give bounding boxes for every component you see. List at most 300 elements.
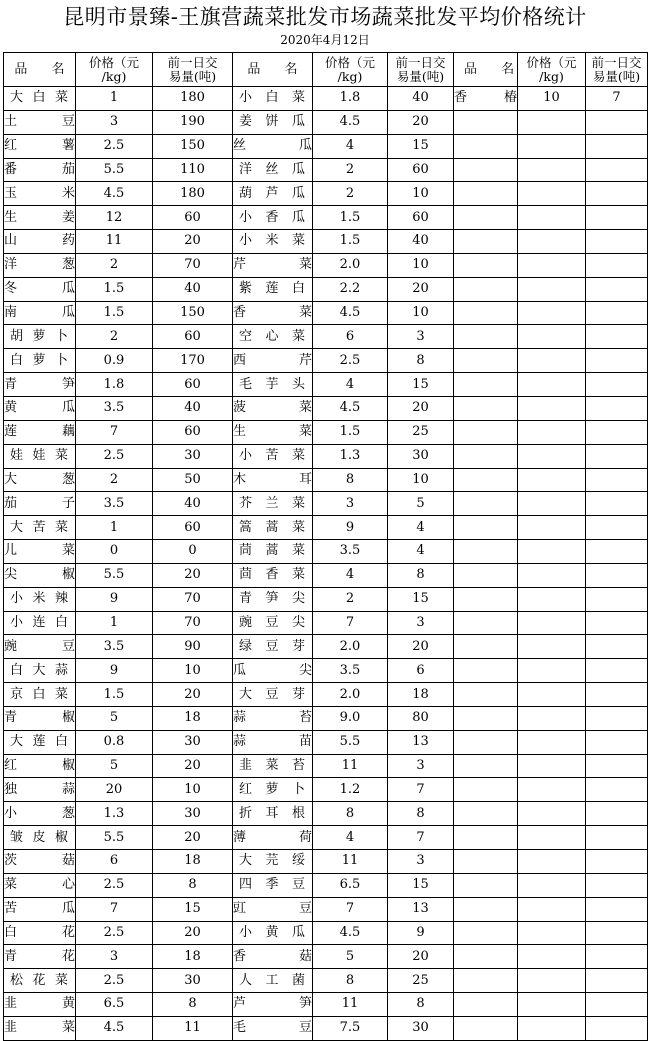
cell-price: 5.5 [76,563,153,587]
cell-volume: 15 [153,897,233,921]
table-row [4,778,648,802]
cell-price: 1 [76,87,153,111]
cell-volume [586,563,648,587]
cell-volume: 60 [153,373,233,397]
table-row [4,993,648,1017]
cell-price: 3.5 [313,659,388,683]
cell-name: 小连白 [4,611,76,635]
cell-price: 2.0 [313,683,388,707]
cell-price: 9 [76,587,153,611]
cell-price: 11 [313,754,388,778]
cell-name [454,802,518,826]
cell-volume: 10 [388,468,454,492]
cell-name [454,635,518,659]
cell-volume: 110 [153,158,233,182]
cell-volume: 60 [153,420,233,444]
cell-price [518,516,586,540]
cell-price: 0.8 [76,730,153,754]
cell-volume: 11 [153,1016,233,1040]
cell-volume [586,730,648,754]
cell-price: 7 [76,897,153,921]
cell-name: 白萝卜 [4,349,76,373]
cell-volume: 40 [153,396,233,420]
cell-name: 西芹 [233,349,313,373]
cell-volume: 20 [153,754,233,778]
cell-volume: 30 [153,730,233,754]
header-volume: 前一日交 易量(吨) [586,53,648,87]
cell-price [518,420,586,444]
cell-volume: 3 [388,611,454,635]
cell-name: 白花 [4,921,76,945]
cell-price: 1.3 [313,444,388,468]
cell-name: 绿豆芽 [233,635,313,659]
cell-name [454,540,518,564]
cell-name: 折耳根 [233,802,313,826]
cell-volume: 3 [388,850,454,874]
price-table [3,52,648,1041]
cell-price: 12 [76,206,153,230]
cell-name: 山药 [4,230,76,254]
cell-price [518,349,586,373]
cell-volume: 40 [388,230,454,254]
cell-name [454,325,518,349]
cell-volume: 20 [153,683,233,707]
table-row [4,540,648,564]
cell-price: 4.5 [313,396,388,420]
cell-name [454,444,518,468]
cell-price [518,754,586,778]
table-row [4,396,648,420]
cell-price [518,301,586,325]
cell-name: 娃娃菜 [4,444,76,468]
cell-volume [586,993,648,1017]
cell-volume: 6 [388,659,454,683]
cell-price [518,540,586,564]
cell-price: 0 [76,540,153,564]
cell-volume: 10 [153,659,233,683]
cell-volume [586,683,648,707]
table-row [4,730,648,754]
cell-volume: 4 [388,516,454,540]
cell-volume [586,158,648,182]
table-row [4,110,648,134]
cell-volume: 15 [388,373,454,397]
cell-volume: 20 [388,396,454,420]
cell-volume: 60 [153,325,233,349]
cell-name: 茼蒿菜 [233,540,313,564]
cell-volume: 8 [388,563,454,587]
cell-name: 白大蒜 [4,659,76,683]
cell-name: 儿菜 [4,540,76,564]
cell-name: 薄荷 [233,826,313,850]
cell-price [518,110,586,134]
cell-price [518,492,586,516]
table-row [4,516,648,540]
cell-name: 小葱 [4,802,76,826]
cell-name: 小白菜 [233,87,313,111]
cell-name [454,754,518,778]
cell-volume [586,373,648,397]
cell-volume: 15 [388,587,454,611]
cell-name: 尖椒 [4,563,76,587]
cell-name [454,587,518,611]
cell-price: 6 [313,325,388,349]
cell-volume: 7 [388,778,454,802]
cell-volume [586,516,648,540]
cell-price [518,134,586,158]
cell-price: 2.5 [76,134,153,158]
cell-volume: 20 [388,277,454,301]
cell-volume: 18 [153,850,233,874]
table-row [4,444,648,468]
cell-name: 小香瓜 [233,206,313,230]
table-row [4,373,648,397]
cell-name [454,301,518,325]
cell-volume: 13 [388,897,454,921]
cell-price [518,778,586,802]
cell-name: 芦笋 [233,993,313,1017]
cell-price [518,850,586,874]
cell-price [518,611,586,635]
cell-price: 11 [313,993,388,1017]
cell-volume: 8 [153,993,233,1017]
cell-volume [586,182,648,206]
cell-name: 洋葱 [4,253,76,277]
cell-volume: 80 [388,706,454,730]
table-row [4,635,648,659]
cell-name: 香椿 [454,87,518,111]
cell-name: 南瓜 [4,301,76,325]
cell-volume: 60 [388,206,454,230]
cell-volume: 7 [388,826,454,850]
cell-name: 小苦菜 [233,444,313,468]
cell-price: 3.5 [76,635,153,659]
cell-name [454,277,518,301]
cell-volume [586,921,648,945]
cell-name [454,420,518,444]
table-row [4,134,648,158]
cell-volume: 15 [388,873,454,897]
cell-volume: 50 [153,468,233,492]
cell-volume: 8 [153,873,233,897]
cell-price: 2.5 [76,921,153,945]
cell-price: 9 [313,516,388,540]
cell-name: 小米菜 [233,230,313,254]
cell-volume: 10 [388,253,454,277]
cell-price: 2.0 [313,253,388,277]
table-row [4,253,648,277]
cell-price: 1.2 [313,778,388,802]
cell-volume: 20 [153,563,233,587]
cell-name [454,778,518,802]
cell-price: 3 [76,110,153,134]
cell-volume: 30 [153,444,233,468]
cell-price [518,802,586,826]
cell-name: 芹菜 [233,253,313,277]
cell-volume [586,897,648,921]
cell-volume: 18 [153,706,233,730]
cell-volume: 70 [153,611,233,635]
cell-price [518,969,586,993]
cell-volume [586,969,648,993]
cell-volume: 9 [388,921,454,945]
cell-name [454,826,518,850]
cell-name: 青花 [4,945,76,969]
cell-price: 5.5 [76,158,153,182]
table-row [4,468,648,492]
cell-name: 木耳 [233,468,313,492]
cell-name: 黄瓜 [4,396,76,420]
cell-name: 红萝卜 [233,778,313,802]
table-row [4,706,648,730]
cell-name: 韭黄 [4,993,76,1017]
table-row [4,826,648,850]
cell-price: 1 [76,611,153,635]
cell-name: 番茄 [4,158,76,182]
table-row [4,492,648,516]
table-row [4,87,648,111]
cell-price: 6.5 [76,993,153,1017]
cell-volume: 30 [388,444,454,468]
table-row [4,921,648,945]
cell-volume: 20 [388,635,454,659]
cell-name: 四季豆 [233,873,313,897]
cell-price: 7.5 [313,1016,388,1040]
table-row [4,301,648,325]
cell-name [454,158,518,182]
cell-name: 茨菇 [4,850,76,874]
cell-volume: 180 [153,87,233,111]
cell-name: 青笋 [4,373,76,397]
cell-price: 3.5 [76,492,153,516]
cell-name: 红薯 [4,134,76,158]
cell-price [518,182,586,206]
cell-price: 5 [76,754,153,778]
cell-volume [586,420,648,444]
table-row [4,420,648,444]
cell-volume: 7 [586,87,648,111]
cell-name: 大莲白 [4,730,76,754]
cell-name [454,873,518,897]
cell-volume: 20 [388,945,454,969]
cell-price: 8 [313,802,388,826]
table-row [4,850,648,874]
cell-name [454,349,518,373]
cell-name: 豇豆 [233,897,313,921]
table-row [4,158,648,182]
cell-name: 葫芦瓜 [233,182,313,206]
cell-volume [586,945,648,969]
cell-volume: 0 [153,540,233,564]
cell-price: 11 [76,230,153,254]
cell-price: 2.5 [76,969,153,993]
header-price: 价格（元 /kg) [518,53,586,87]
cell-volume: 60 [388,158,454,182]
cell-volume [586,1016,648,1040]
cell-name [454,659,518,683]
cell-name [454,730,518,754]
cell-price: 4.5 [76,182,153,206]
cell-volume: 25 [388,969,454,993]
cell-name: 玉米 [4,182,76,206]
cell-volume: 150 [153,134,233,158]
cell-name [454,230,518,254]
cell-name: 土豆 [4,110,76,134]
cell-name: 大芫绥 [233,850,313,874]
cell-price: 1.8 [313,87,388,111]
cell-price: 3.5 [313,540,388,564]
cell-volume [586,301,648,325]
cell-price [518,158,586,182]
cell-name [454,373,518,397]
cell-volume: 10 [153,778,233,802]
cell-volume: 18 [153,945,233,969]
cell-volume: 90 [153,635,233,659]
cell-price: 4.5 [313,921,388,945]
cell-name [454,206,518,230]
table-row [4,587,648,611]
cell-name: 独蒜 [4,778,76,802]
cell-volume [586,587,648,611]
cell-price [518,230,586,254]
cell-name: 姜饼瓜 [233,110,313,134]
cell-name [454,468,518,492]
cell-volume: 150 [153,301,233,325]
table-row [4,206,648,230]
cell-volume: 70 [153,587,233,611]
cell-price: 2 [76,253,153,277]
table-row [4,802,648,826]
cell-name: 毛豆 [233,1016,313,1040]
cell-name: 丝瓜 [233,134,313,158]
cell-volume: 40 [388,87,454,111]
cell-volume: 10 [388,301,454,325]
cell-volume: 180 [153,182,233,206]
cell-name: 大葱 [4,468,76,492]
cell-price: 1.5 [76,301,153,325]
cell-price: 2 [76,325,153,349]
cell-volume [586,230,648,254]
cell-price: 1.5 [313,420,388,444]
cell-price: 7 [313,897,388,921]
cell-name: 京白菜 [4,683,76,707]
cell-name: 菜心 [4,873,76,897]
cell-name [454,897,518,921]
cell-name: 大豆芽 [233,683,313,707]
cell-volume: 40 [153,277,233,301]
cell-name: 青椒 [4,706,76,730]
cell-price [518,373,586,397]
cell-name: 蒜苗 [233,730,313,754]
cell-price: 2.0 [313,635,388,659]
cell-volume: 20 [153,921,233,945]
table-row [4,945,648,969]
cell-name [454,563,518,587]
table-row [4,683,648,707]
cell-price: 7 [76,420,153,444]
cell-name [454,134,518,158]
cell-price: 20 [76,778,153,802]
cell-name: 松花菜 [4,969,76,993]
cell-name [454,396,518,420]
cell-volume: 60 [153,516,233,540]
cell-price [518,325,586,349]
table-row [4,754,648,778]
cell-name [454,850,518,874]
cell-price [518,468,586,492]
cell-name [454,182,518,206]
cell-volume [586,277,648,301]
cell-price [518,253,586,277]
cell-volume: 15 [388,134,454,158]
cell-name: 篙蒿菜 [233,516,313,540]
cell-name: 茴香菜 [233,563,313,587]
cell-name: 小米辣 [4,587,76,611]
cell-price [518,659,586,683]
cell-price [518,277,586,301]
cell-name: 菠菜 [233,396,313,420]
cell-price: 3 [313,492,388,516]
cell-price: 4.5 [313,110,388,134]
cell-volume: 25 [388,420,454,444]
header-name: 品 名 [4,53,76,87]
cell-volume [586,540,648,564]
cell-price [518,873,586,897]
cell-name [454,516,518,540]
cell-volume [586,706,648,730]
cell-price: 7 [313,611,388,635]
cell-name: 茄子 [4,492,76,516]
cell-name: 香菇 [233,945,313,969]
header-name: 品 名 [454,53,518,87]
cell-price: 1.5 [313,206,388,230]
cell-price [518,444,586,468]
cell-price: 4 [313,373,388,397]
cell-name: 青笋尖 [233,587,313,611]
cell-name [454,1016,518,1040]
cell-name: 生姜 [4,206,76,230]
cell-name [454,706,518,730]
cell-volume: 10 [388,182,454,206]
cell-name [454,110,518,134]
cell-price: 4 [313,134,388,158]
cell-price: 9 [76,659,153,683]
cell-name: 毛芋头 [233,373,313,397]
cell-volume [586,659,648,683]
cell-name [454,253,518,277]
cell-price: 1 [76,516,153,540]
cell-name: 大白菜 [4,87,76,111]
cell-price: 1.5 [76,683,153,707]
cell-name [454,611,518,635]
cell-price: 2.5 [76,444,153,468]
header-price: 价格（元 /kg) [313,53,388,87]
cell-price: 8 [313,468,388,492]
cell-volume: 70 [153,253,233,277]
cell-volume [586,444,648,468]
cell-price: 1.5 [76,277,153,301]
cell-price: 5 [313,945,388,969]
cell-name: 红椒 [4,754,76,778]
table-header-row [4,53,648,87]
report-date: 2020年4月12日 [280,33,370,47]
cell-price [518,826,586,850]
cell-volume [586,826,648,850]
table-row [4,1016,648,1040]
table-row [4,659,648,683]
cell-name: 豌豆 [4,635,76,659]
cell-price: 3 [76,945,153,969]
